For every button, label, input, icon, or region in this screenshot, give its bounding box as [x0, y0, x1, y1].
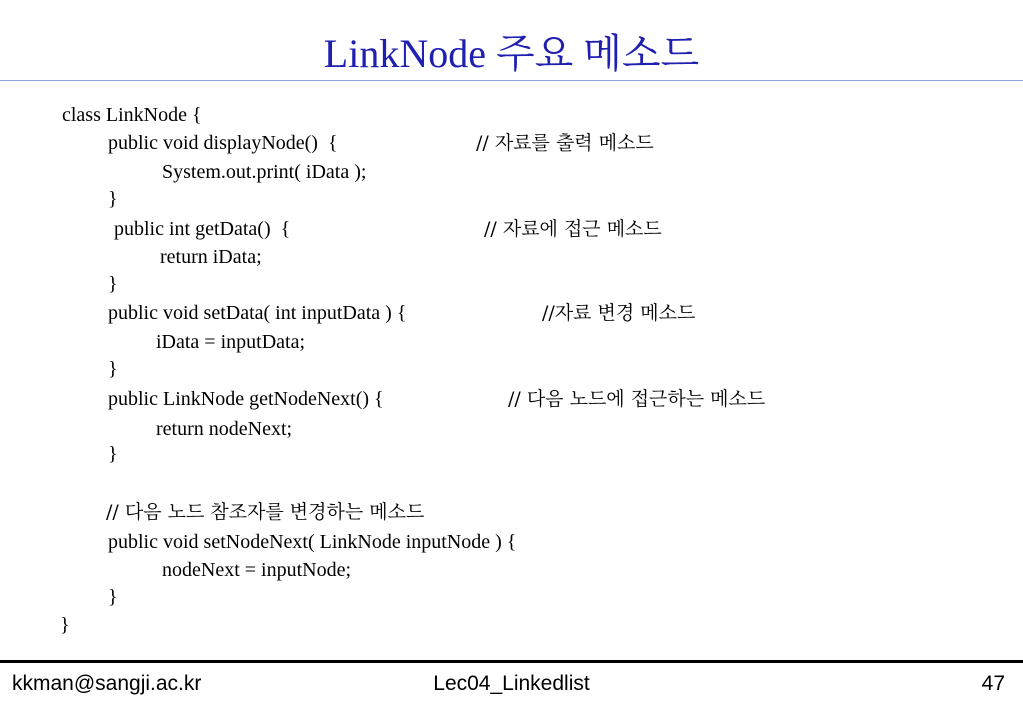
code-line-class-decl: class LinkNode { [62, 104, 202, 126]
footer-divider [0, 660, 1023, 663]
code-comment-get-node-next: // 다음 노드에 접근하는 메소드 [508, 388, 766, 410]
footer-lecture-name: Lec04_Linkedlist [433, 672, 590, 695]
code-line-return-node-next: return nodeNext; [156, 418, 293, 440]
code-line-assign-idata: iData = inputData; [156, 331, 306, 353]
code-line-return-idata: return iData; [160, 246, 262, 268]
code-line-close-brace: } [108, 188, 118, 210]
code-comment-set-node-next: // 다음 노드 참조자를 변경하는 메소드 [106, 501, 425, 523]
code-line-get-data: public int getData() { [114, 218, 291, 240]
code-line-close-brace: } [108, 443, 118, 465]
code-comment-set-data: //자료 변경 메소드 [542, 302, 696, 324]
code-comment-get-data: // 자료에 접근 메소드 [484, 218, 662, 240]
code-comment-display-node: // 자료를 출력 메소드 [476, 132, 654, 154]
code-line-display-node: public void displayNode() { [108, 132, 338, 154]
code-line-close-brace: } [108, 273, 118, 295]
code-line-set-data: public void setData( int inputData ) { [108, 302, 407, 324]
code-line-get-node-next: public LinkNode getNodeNext() { [108, 388, 384, 410]
footer-email: kkman@sangji.ac.kr [12, 672, 202, 695]
code-line-set-node-next: public void setNodeNext( LinkNode inputNode ) { [108, 531, 517, 553]
code-line-assign-node-next: nodeNext = inputNode; [162, 559, 352, 581]
code-line-close-brace: } [108, 358, 118, 380]
code-line-class-close-brace: } [60, 614, 70, 636]
code-line-close-brace: } [108, 586, 118, 608]
slide-title: LinkNode 주요 메소드 [323, 31, 700, 76]
code-line-print: System.out.print( iData ); [162, 161, 367, 183]
footer-page-number: 47 [981, 672, 1005, 695]
